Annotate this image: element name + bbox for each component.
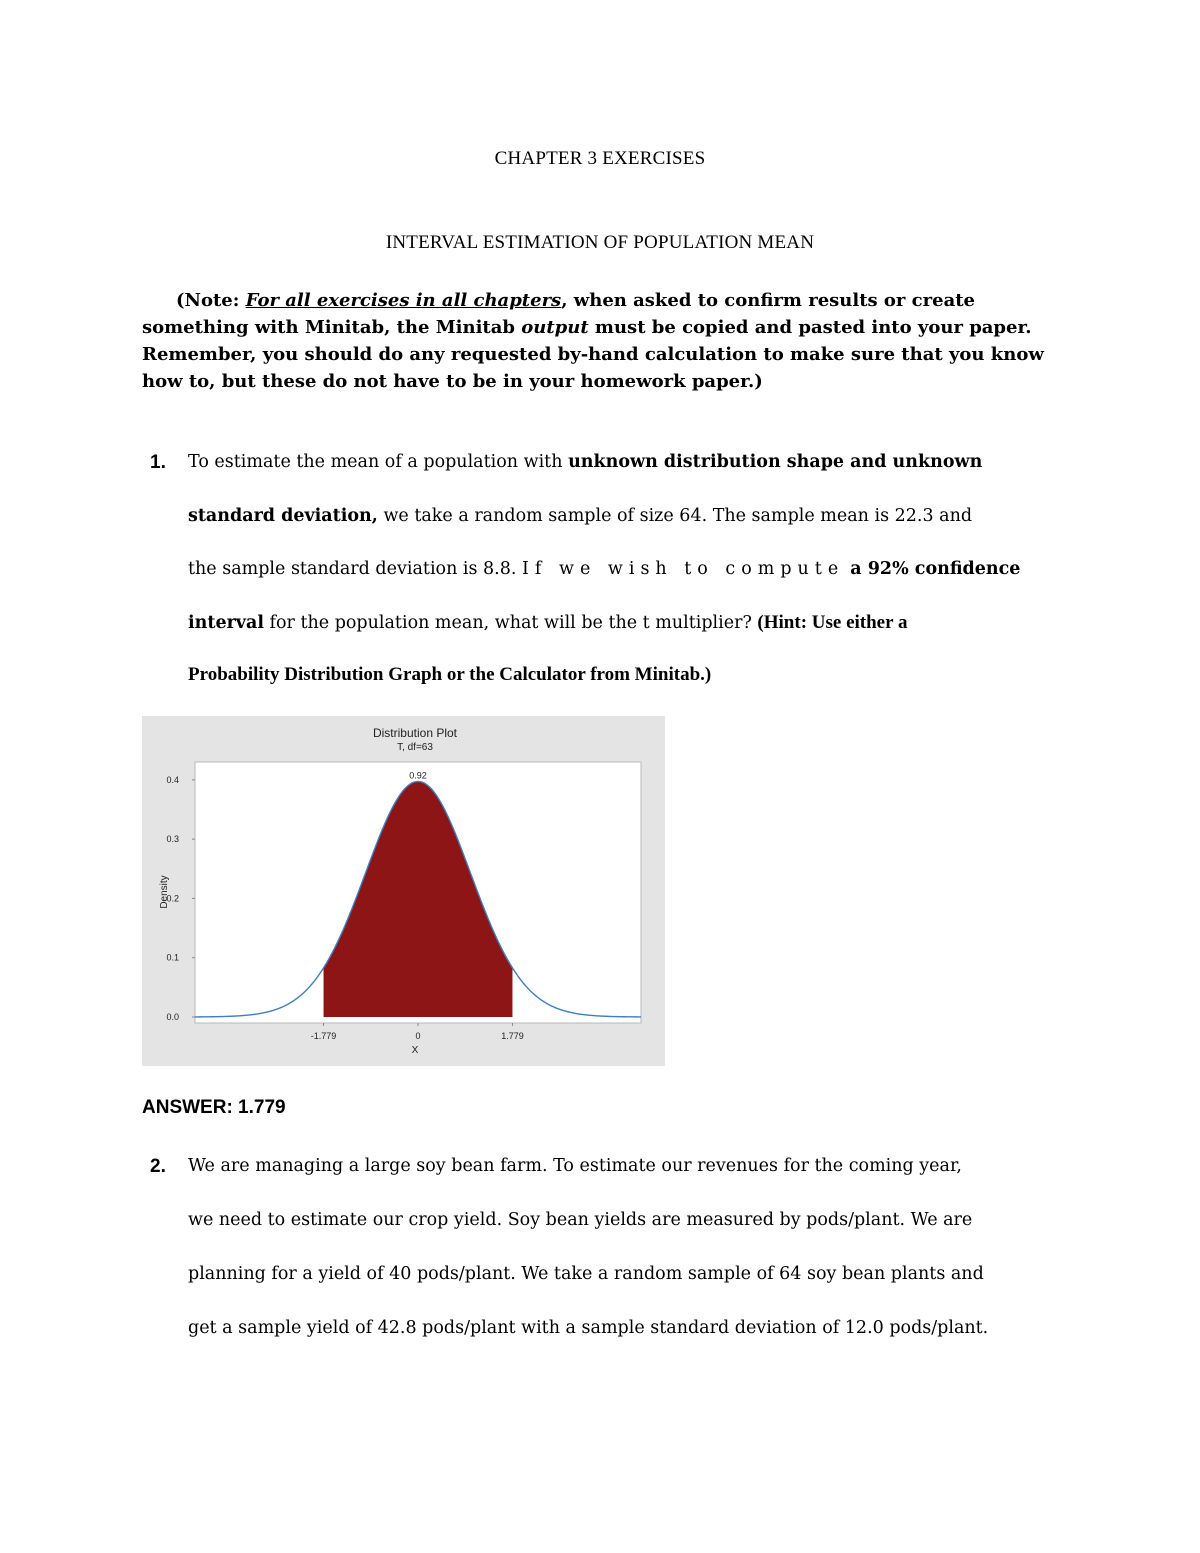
x-tick-label: 0 <box>415 1031 421 1041</box>
q1-text: To estimate the mean of a population with <box>188 452 569 472</box>
y-tick-label: 0.2 <box>166 893 179 904</box>
chart-subtitle: T, df=63 <box>397 742 433 753</box>
question-1-line-1 <box>188 452 982 472</box>
page-subtitle: INTERVAL ESTIMATION OF POPULATION MEAN <box>385 232 815 253</box>
question-2-line-3: planning for a yield of 40 pods/plant. We take a random sample of 64 soy bean plants and <box>188 1264 984 1284</box>
q1-text: we take a random sample of size 64. The sample mean is 22.3 and <box>377 506 973 526</box>
question-1-number: 1. <box>150 452 166 473</box>
question-1-line-4 <box>188 612 907 634</box>
q1-hint: (Hint: Use either a <box>757 612 908 633</box>
q1-bold: a 92% confidence <box>844 559 1021 579</box>
y-tick-label: 0.1 <box>166 952 179 963</box>
question-2-line-2: we need to estimate our crop yield. Soy bean yields are measured by pods/plant. We are <box>188 1210 973 1230</box>
question-2-line-1: We are managing a large soy bean farm. To estimate our revenues for the coming year, <box>188 1156 962 1176</box>
q1-bold: unknown distribution shape and unknown <box>568 452 983 472</box>
x-tick-label: 1.779 <box>501 1031 524 1041</box>
q1-hint: Probability Distribution Graph or the Calculator from Minitab.) <box>188 664 712 685</box>
question-1-line-2 <box>188 506 972 526</box>
q1-spaced-text: If we wish to compute <box>522 559 845 579</box>
note-prefix: (Note: <box>176 290 246 311</box>
question-2-line-4: get a sample yield of 42.8 pods/plant with a sample standard deviation of 12.0 pods/plant. <box>188 1318 989 1338</box>
shaded-area-label: 0.92 <box>409 770 427 781</box>
q1-bold: standard deviation, <box>188 506 378 526</box>
y-axis-label: Density <box>159 875 170 909</box>
q1-text: the sample standard deviation is 8.8. <box>188 559 523 579</box>
distribution-plot <box>142 716 665 1066</box>
question-2-number: 2. <box>150 1156 166 1177</box>
x-axis-label: X <box>411 1045 419 1056</box>
q1-bold: interval <box>188 613 264 633</box>
x-tick-label: -1.779 <box>310 1031 337 1041</box>
note-emphasis: For all exercises in all chapters <box>245 290 562 311</box>
chart-title: Distribution Plot <box>372 726 458 740</box>
note-text-2: must be copied and pasted into your paper. Remember, you should do any requested by-hand calculation to make sure that you know how to, but these do not have to be in your homework paper.) <box>142 317 1044 392</box>
y-tick-label: 0.0 <box>166 1012 179 1022</box>
answer-text: ANSWER: 1.779 <box>142 1097 286 1118</box>
distribution-plot-svg <box>142 716 665 1066</box>
question-1-line-3 <box>188 559 1020 579</box>
page-title: CHAPTER 3 EXERCISES <box>494 148 706 169</box>
note-paragraph <box>142 287 1057 395</box>
note-output-word: output <box>521 317 589 338</box>
y-tick-label: 0.3 <box>166 834 179 845</box>
q1-text: for the population mean, what will be the t multiplier? <box>263 613 758 633</box>
y-tick-label: 0.4 <box>166 774 179 785</box>
question-1-line-5 <box>188 664 711 686</box>
note-text-1: , when asked to confirm results or create something with Minitab, the Minitab <box>142 290 976 338</box>
